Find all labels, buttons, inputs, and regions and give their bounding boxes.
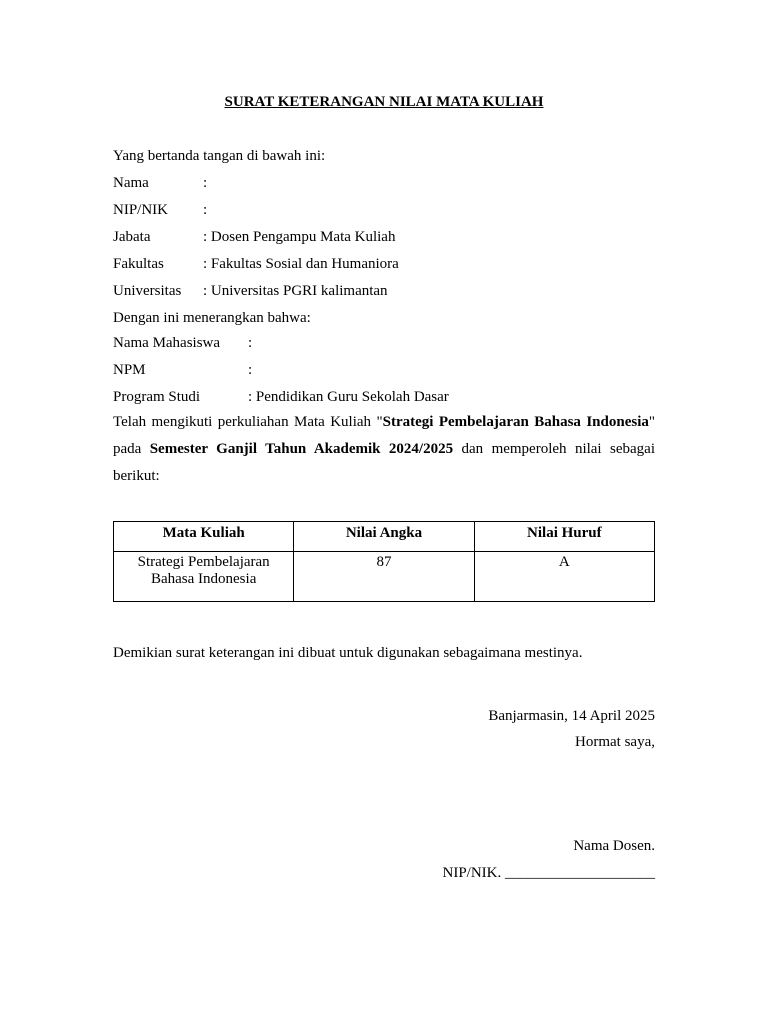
signature-nip: NIP/NIK. ____________________ <box>442 865 655 881</box>
signer-position-row <box>113 228 395 246</box>
signature-greeting: Hormat saya, <box>575 734 655 750</box>
signer-faculty-label: Fakultas <box>113 256 164 272</box>
body-line-1 <box>113 409 655 436</box>
signer-nip-label: NIP/NIK <box>113 202 168 218</box>
signature-name: Nama Dosen. <box>573 838 655 854</box>
student-program-label: Program Studi <box>113 389 201 405</box>
table-row <box>114 552 655 602</box>
signer-faculty-value: : Fakultas Sosial dan Humaniora <box>203 256 399 272</box>
body-line-3: berikut: <box>113 468 160 484</box>
student-npm-label: NPM <box>113 362 146 378</box>
body-paragraph <box>113 409 655 490</box>
signer-nip-row <box>113 201 207 219</box>
letter-title: SURAT KETERANGAN NILAI MATA KULIAH <box>224 94 544 110</box>
statement-text: Dengan ini menerangkan bahwa: <box>113 310 311 326</box>
student-name-row <box>113 334 252 352</box>
course-name-bold: Strategi Pembelajaran Bahasa Indonesia <box>382 414 649 430</box>
body-line-2-end: dan memperoleh nilai sebagai <box>453 441 655 457</box>
signer-university-value: : Universitas PGRI kalimantan <box>203 283 388 299</box>
table-header-grade: Nilai Huruf <box>474 522 654 552</box>
body-line-2-text: pada <box>113 441 150 457</box>
semester-bold: Semester Ganjil Tahun Akademik 2024/2025 <box>149 441 454 457</box>
table-header-row <box>114 522 655 552</box>
table-cell-score: 87 <box>294 552 474 602</box>
table-header-score: Nilai Angka <box>294 522 474 552</box>
student-name-label: Nama Mahasiswa <box>113 335 221 351</box>
intro-text: Yang bertanda tangan di bawah ini: <box>113 148 326 164</box>
student-name-value: : <box>248 335 253 351</box>
signer-university-label: Universitas <box>113 283 182 299</box>
body-line-2 <box>113 436 655 463</box>
signature-place-date: Banjarmasin, 14 April 2025 <box>488 708 655 724</box>
body-line-1-text: Telah mengikuti perkuliahan Mata Kuliah " <box>113 414 383 430</box>
signer-nip-value: : <box>203 202 208 218</box>
body-line-1-end: " <box>648 414 655 430</box>
student-program-row <box>113 388 449 406</box>
signer-name-label: Nama <box>113 175 149 191</box>
student-program-value: : Pendidikan Guru Sekolah Dasar <box>248 389 449 405</box>
closing-text: Demikian surat keterangan ini dibuat untuk digunakan sebagaimana mestinya. <box>113 645 583 661</box>
signer-position-value: : Dosen Pengampu Mata Kuliah <box>203 229 396 245</box>
signer-name-row <box>113 174 207 192</box>
student-npm-value: : <box>248 362 253 378</box>
table-header-course: Mata Kuliah <box>114 522 294 552</box>
signer-name-value: : <box>203 175 208 191</box>
student-npm-row <box>113 361 252 379</box>
grades-table <box>113 521 655 602</box>
table-cell-course: Strategi Pembelajaran Bahasa Indonesia <box>114 552 294 602</box>
signer-faculty-row <box>113 255 399 273</box>
signer-position-label: Jabata <box>113 229 151 245</box>
table-cell-grade: A <box>474 552 654 602</box>
signer-university-row <box>113 282 388 300</box>
